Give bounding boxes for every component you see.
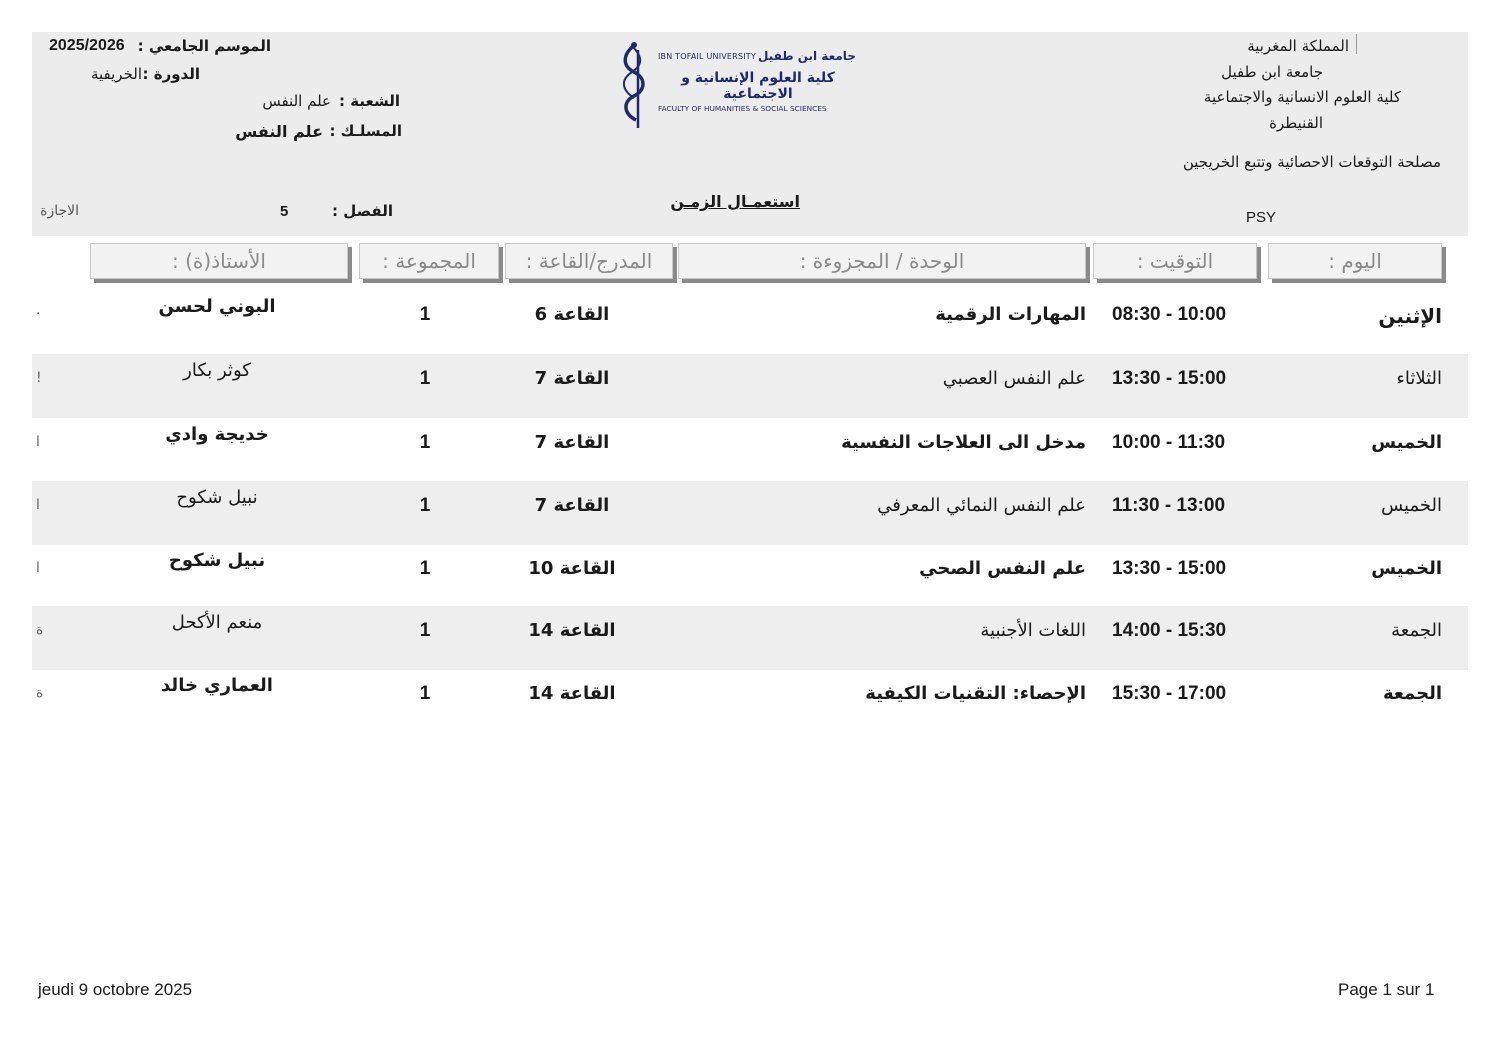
logo-english-faculty: FACULTY OF HUMANITIES & SOCIAL SCIENCES [658,104,827,113]
day-cell: الجمعة [1391,620,1442,641]
table-row [32,669,1468,733]
room-cell: القاعة 6 [534,304,610,325]
day-cell: الخميس [1371,432,1442,453]
column-header-module: الوحدة / المجزوءة : [678,243,1086,279]
logo-arabic-top: جامعة ابن طفيل [758,49,856,63]
professor-cell: خديجة وادي [165,424,269,445]
room-cell: القاعة 14 [528,683,616,704]
page-title: استعمـال الزمـن [670,192,800,211]
program-code: PSY [1246,209,1277,226]
season-label: الموسم الجامعي : [137,37,271,55]
time-cell: 13:30 - 15:00 [1112,558,1227,579]
header-divider [1356,34,1357,54]
column-header-time: التوقيت : [1093,243,1257,279]
group-cell: 1 [419,683,431,704]
column-header-group: المجموعة : [359,243,499,279]
degree-label: الاجازة [40,203,79,219]
table-row [32,418,1468,482]
module-cell: مدخل الى العلاجات النفسية [841,432,1086,453]
time-cell: 10:00 - 11:30 [1112,432,1226,453]
module-cell: علم النفس النمائي المعرفي [877,495,1086,516]
time-cell: 13:30 - 15:00 [1112,368,1227,389]
module-cell: المهارات الرقمية [935,304,1086,325]
group-cell: 1 [419,368,431,389]
city-label: القنيطرة [1269,114,1323,132]
time-cell: 11:30 - 13:00 [1112,495,1226,516]
session-value: الخريفية [90,65,142,83]
room-cell: القاعة 7 [534,432,610,453]
logo-arabic-faculty: كلية العلوم الإنسانية و الاجتماعية [681,70,835,102]
truncated-cell: ة [36,622,44,638]
footer-date: jeudi 9 octobre 2025 [38,980,193,999]
faculty-label: كلية العلوم الانسانية والاجتماعية [1203,88,1401,106]
time-cell: 14:00 - 15:30 [1112,620,1227,641]
semester-label: الفصل : [332,202,393,220]
table-row [32,481,1468,545]
day-cell: الإثنين [1378,304,1442,328]
caduceus-icon [614,40,654,132]
room-cell: القاعة 7 [534,368,610,389]
column-header-room: المدرج/القاعة : [505,243,673,279]
module-cell: اللغات الأجنبية [980,620,1086,641]
table-row [32,544,1468,608]
professor-cell: منعم الأكحل [171,612,263,633]
track-label: المسلـك : [329,122,402,140]
university-logo [612,40,864,132]
module-cell: علم النفس العصبي [942,368,1086,389]
semester-value: 5 [280,203,289,220]
table-row [32,290,1468,354]
column-header-day: اليوم : [1268,243,1442,279]
truncated-cell: ة [36,685,44,701]
day-cell: الخميس [1381,495,1442,516]
department-label: مصلحة التوقعات الاحصائية وتتبع الخريجين [1182,153,1441,171]
logo-english-top: IBN TOFAIL UNIVERSITY [658,52,756,61]
room-cell: القاعة 7 [534,495,610,516]
table-row [32,606,1468,670]
professor-cell: نبيل شكوح [168,550,266,571]
group-cell: 1 [419,432,431,453]
truncated-cell: ا [36,497,40,513]
room-cell: القاعة 14 [528,620,616,641]
module-cell: علم النفس الصحي [919,558,1086,579]
branch-label: الشعبة : [339,92,400,110]
professor-cell: كوثر بكار [183,360,251,381]
truncated-cell: · [36,306,41,322]
kingdom-label: المملكة المغربية [1247,37,1349,55]
group-cell: 1 [419,558,431,579]
column-header-professor: الأستاذ(ة) : [90,243,348,279]
day-cell: الجمعة [1382,683,1442,704]
day-cell: الثلاثاء [1396,368,1442,389]
time-cell: 15:30 - 17:00 [1112,683,1227,704]
truncated-cell: ا [36,560,40,576]
professor-cell: البوني لحسن [158,296,276,317]
room-cell: القاعة 10 [528,558,616,579]
day-cell: الخميس [1371,558,1442,579]
truncated-cell: ا [36,434,40,450]
group-cell: 1 [419,620,431,641]
footer-page-number: Page 1 sur 1 [1338,980,1435,999]
session-label: الدورة : [142,65,200,83]
season-value: 2025/2026 [49,37,125,54]
group-cell: 1 [419,495,431,516]
professor-cell: نبيل شكوح [176,487,258,508]
university-label: جامعة ابن طفيل [1221,63,1323,81]
group-cell: 1 [419,304,431,325]
table-row [32,354,1468,418]
branch-value: علم النفس [262,92,331,110]
time-cell: 08:30 - 10:00 [1112,304,1227,325]
module-cell: الإحصاء: التقنيات الكيفية [865,683,1086,704]
professor-cell: العماري خالد [161,675,273,696]
truncated-cell: ! [36,370,42,386]
track-value: علم النفس [235,122,323,141]
